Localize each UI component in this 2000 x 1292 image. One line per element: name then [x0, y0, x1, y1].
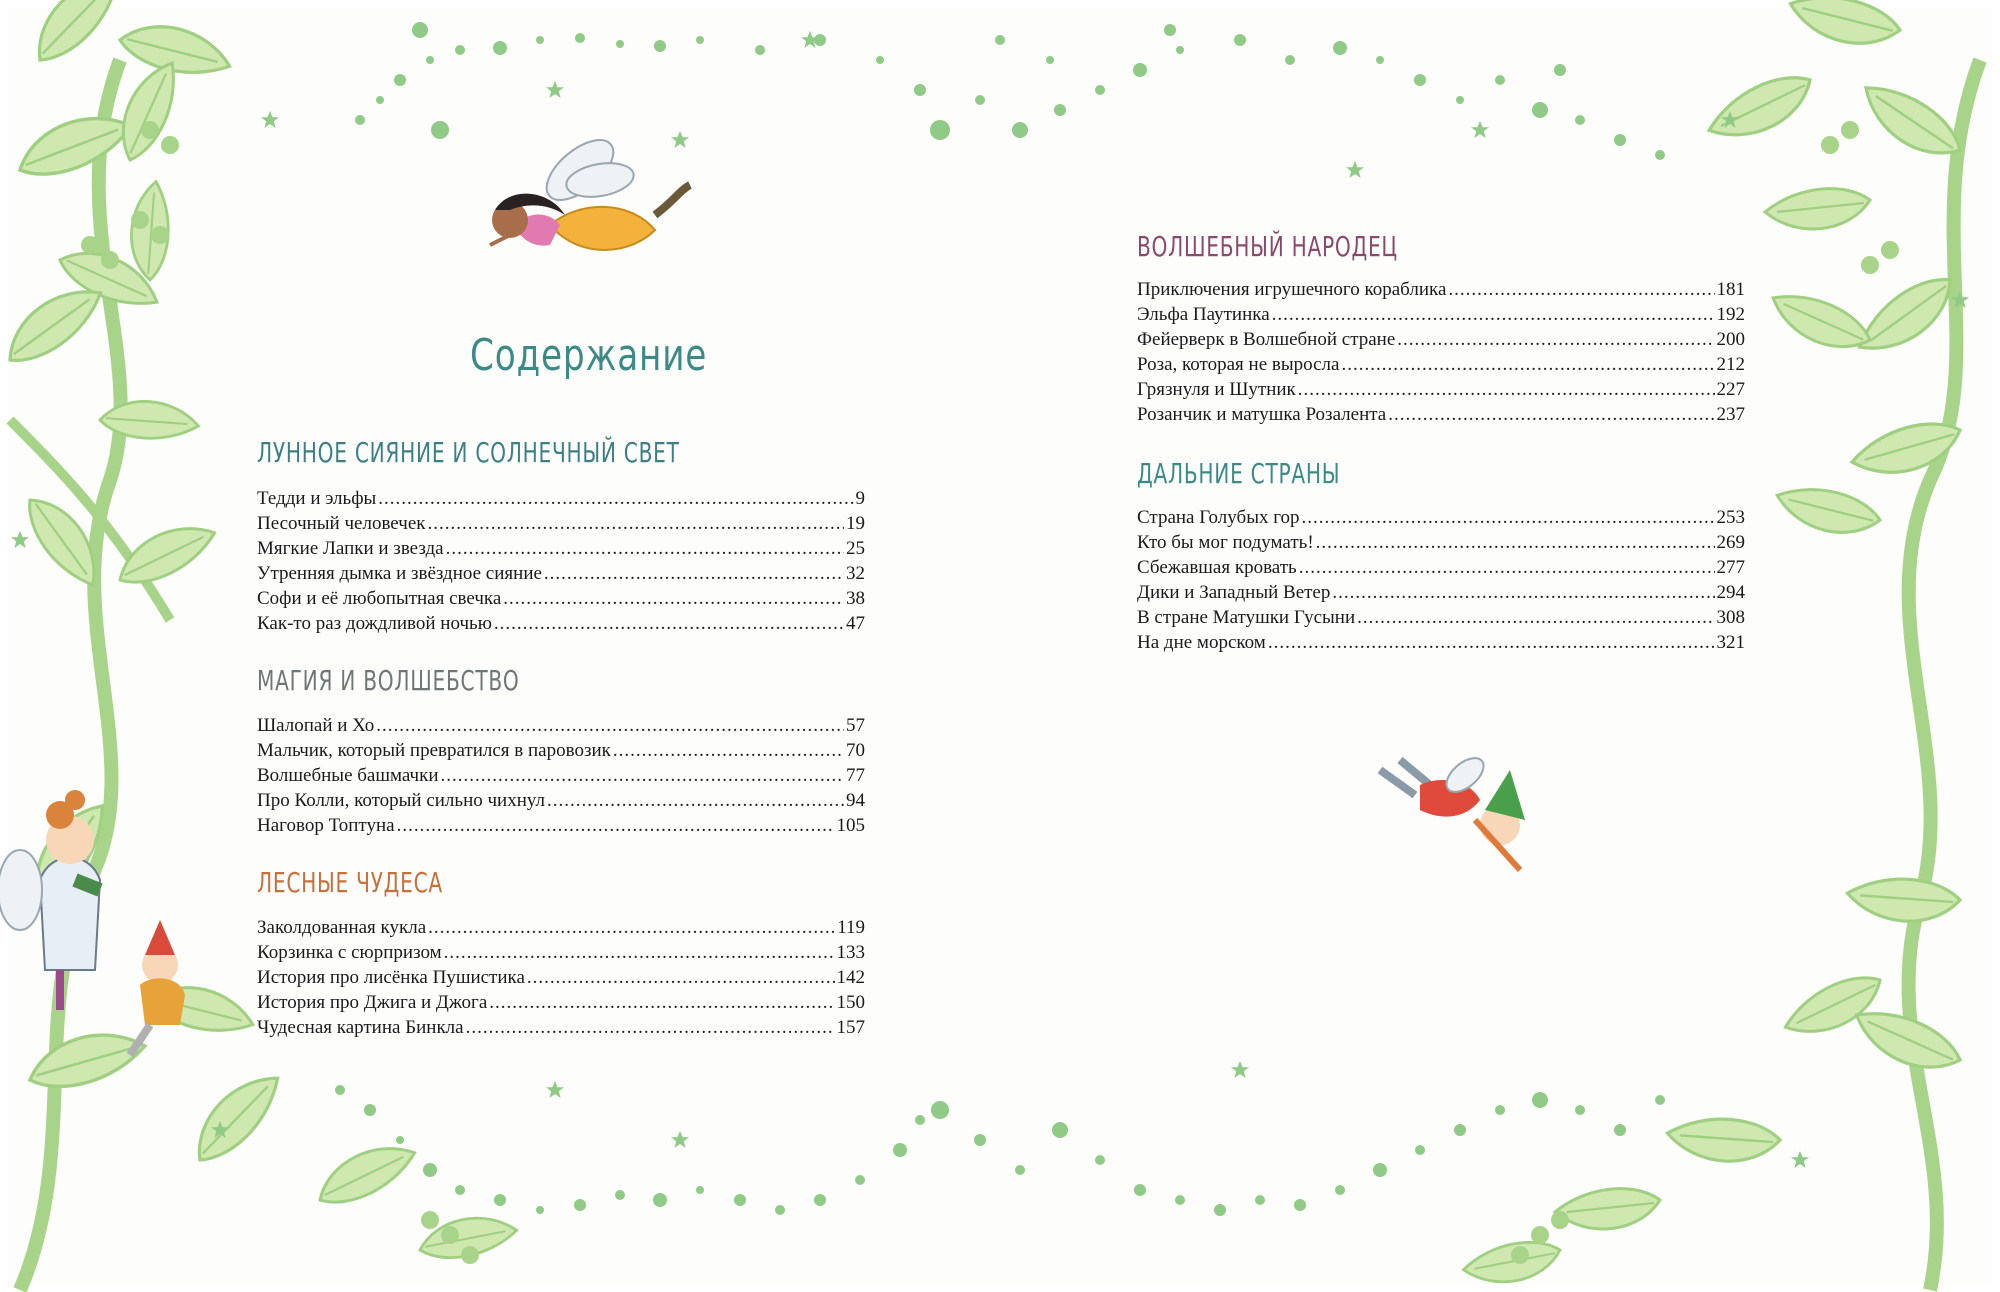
leader-dots — [1272, 302, 1715, 327]
entry-page: 321 — [1716, 632, 1745, 653]
toc-entry[interactable] — [257, 611, 865, 636]
toc-entry[interactable] — [257, 763, 865, 788]
leader-dots — [441, 763, 844, 788]
entry-title: В стране Матушки Гусыни — [1137, 607, 1356, 628]
entry-page: 150 — [836, 992, 865, 1013]
toc-title: Содержание — [470, 330, 708, 381]
fairy-illustration-top — [490, 129, 690, 250]
entry-page: 253 — [1716, 507, 1745, 528]
toc-entry[interactable] — [1137, 630, 1745, 655]
toc-entry[interactable] — [257, 561, 865, 586]
entry-title: Фейерверк в Волшебной стране — [1137, 329, 1396, 350]
section-heading-moonlight: ЛУННОЕ СИЯНИЕ И СОЛНЕЧНЫЙ СВЕТ — [257, 436, 680, 469]
entry-title: Волшебные башмачки — [257, 765, 439, 786]
entry-page: 277 — [1716, 557, 1745, 578]
entry-page: 269 — [1716, 532, 1745, 553]
toc-entry[interactable] — [257, 788, 865, 813]
leader-dots — [397, 813, 835, 838]
entry-title: Мягкие Лапки и звезда — [257, 538, 444, 559]
entry-title: Эльфа Паутинка — [1137, 304, 1270, 325]
leader-dots — [1298, 377, 1715, 402]
toc-entry[interactable] — [1137, 530, 1745, 555]
entry-title: Роза, которая не выросла — [1137, 354, 1340, 375]
entry-title: Чудесная картина Бинкла — [257, 1017, 464, 1038]
toc-entry[interactable] — [1137, 402, 1745, 427]
entry-page: 308 — [1716, 607, 1745, 628]
entry-title: Песочный человечек — [257, 513, 426, 534]
entry-page: 294 — [1716, 582, 1745, 603]
entry-title: Шалопай и Хо — [257, 715, 375, 736]
toc-entry[interactable] — [257, 586, 865, 611]
entry-page: 19 — [846, 513, 865, 534]
toc-entry[interactable] — [1137, 352, 1745, 377]
toc-entry[interactable] — [1137, 327, 1745, 352]
entry-title: Софи и её любопытная свечка — [257, 588, 502, 609]
entry-page: 212 — [1716, 354, 1745, 375]
entry-title: Тедди и эльфы — [257, 488, 377, 509]
entry-title: На дне морском — [1137, 632, 1266, 653]
toc-entry[interactable] — [1137, 505, 1745, 530]
leader-dots — [527, 965, 835, 990]
leader-dots — [1299, 555, 1715, 580]
leader-dots — [378, 486, 853, 511]
toc-entry[interactable] — [1137, 377, 1745, 402]
entry-title: Заколдованная кукла — [257, 917, 427, 938]
toc-entry[interactable] — [257, 713, 865, 738]
leader-dots — [1357, 605, 1714, 630]
entry-title: История про лисёнка Пушистика — [257, 967, 525, 988]
entry-title: Грязнуля и Шутник — [1137, 379, 1296, 400]
toc-entry[interactable] — [257, 511, 865, 536]
leader-dots — [1388, 402, 1714, 427]
toc-list-magic — [257, 713, 865, 838]
entry-title: Утренняя дымка и звёздное сияние — [257, 563, 542, 584]
entry-title: Про Колли, который сильно чихнул — [257, 790, 546, 811]
toc-list-forest — [257, 915, 865, 1040]
leader-dots — [1397, 327, 1714, 352]
entry-title: Страна Голубых гор — [1137, 507, 1300, 528]
leader-dots — [494, 611, 844, 636]
toc-entry[interactable] — [1137, 580, 1745, 605]
toc-entry[interactable] — [257, 1015, 865, 1040]
leader-dots — [1302, 505, 1715, 530]
entry-page: 47 — [846, 613, 865, 634]
leader-dots — [1341, 352, 1714, 377]
entry-page: 9 — [855, 488, 865, 509]
leader-dots — [428, 511, 845, 536]
entry-title: Дики и Западный Ветер — [1137, 582, 1331, 603]
entry-page: 32 — [846, 563, 865, 584]
leader-dots — [1332, 580, 1714, 605]
entry-page: 119 — [837, 917, 865, 938]
entry-page: 77 — [846, 765, 865, 786]
toc-entry[interactable] — [257, 915, 865, 940]
toc-list-magic-folk — [1137, 277, 1745, 427]
entry-page: 237 — [1716, 404, 1745, 425]
entry-title: Мальчик, который превратился в паровозик — [257, 740, 611, 761]
leader-dots — [1268, 630, 1715, 655]
toc-list-far-lands — [1137, 505, 1745, 655]
leader-dots — [544, 561, 844, 586]
section-heading-magic-folk: ВОЛШЕБНЫЙ НАРОДЕЦ — [1137, 230, 1398, 263]
entry-page: 25 — [846, 538, 865, 559]
entry-title: Корзинка с сюрпризом — [257, 942, 442, 963]
leader-dots — [489, 990, 834, 1015]
elf-illustration-right — [1380, 752, 1525, 870]
entry-title: История про Джига и Джога — [257, 992, 488, 1013]
entry-title: Приключения игрушечного кораблика — [1137, 279, 1447, 300]
dot-garland-bottom — [335, 1085, 1665, 1216]
leader-dots — [446, 536, 844, 561]
entry-title: Кто бы мог подумать! — [1137, 532, 1314, 553]
toc-entry[interactable] — [257, 990, 865, 1015]
toc-entry[interactable] — [257, 486, 865, 511]
toc-entry[interactable] — [1137, 605, 1745, 630]
leader-dots — [1316, 530, 1715, 555]
entry-page: 192 — [1716, 304, 1745, 325]
toc-entry[interactable] — [257, 965, 865, 990]
entry-title: Розанчик и матушка Розалента — [1137, 404, 1387, 425]
toc-entry[interactable] — [257, 536, 865, 561]
entry-page: 57 — [846, 715, 865, 736]
section-heading-far-lands: ДАЛЬНИЕ СТРАНЫ — [1137, 457, 1341, 490]
toc-entry[interactable] — [257, 940, 865, 965]
leader-dots — [547, 788, 844, 813]
toc-entry[interactable] — [1137, 277, 1745, 302]
section-heading-magic: МАГИЯ И ВОЛШЕБСТВО — [257, 664, 520, 697]
leader-dots — [428, 915, 835, 940]
entry-title: Сбежавшая кровать — [1137, 557, 1297, 578]
vine-left — [0, 0, 519, 1290]
entry-title: Наговор Топтуна — [257, 815, 395, 836]
leader-dots — [613, 738, 844, 763]
leader-dots — [503, 586, 844, 611]
toc-entry[interactable] — [257, 813, 865, 838]
leader-dots — [466, 1015, 835, 1040]
entry-page: 181 — [1716, 279, 1745, 300]
entry-page: 105 — [836, 815, 865, 836]
entry-page: 70 — [846, 740, 865, 761]
entry-page: 133 — [836, 942, 865, 963]
leader-dots — [1448, 277, 1714, 302]
toc-list-moonlight — [257, 486, 865, 636]
toc-entry[interactable] — [1137, 555, 1745, 580]
entry-page: 200 — [1716, 329, 1745, 350]
toc-entry[interactable] — [257, 738, 865, 763]
section-heading-forest: ЛЕСНЫЕ ЧУДЕСА — [257, 866, 443, 899]
leader-dots — [376, 713, 844, 738]
entry-title: Как-то раз дождливой ночью — [257, 613, 492, 634]
entry-page: 157 — [836, 1017, 865, 1038]
entry-page: 38 — [846, 588, 865, 609]
entry-page: 227 — [1716, 379, 1745, 400]
toc-entry[interactable] — [1137, 302, 1745, 327]
leader-dots — [444, 940, 835, 965]
entry-page: 142 — [836, 967, 865, 988]
entry-page: 94 — [846, 790, 865, 811]
